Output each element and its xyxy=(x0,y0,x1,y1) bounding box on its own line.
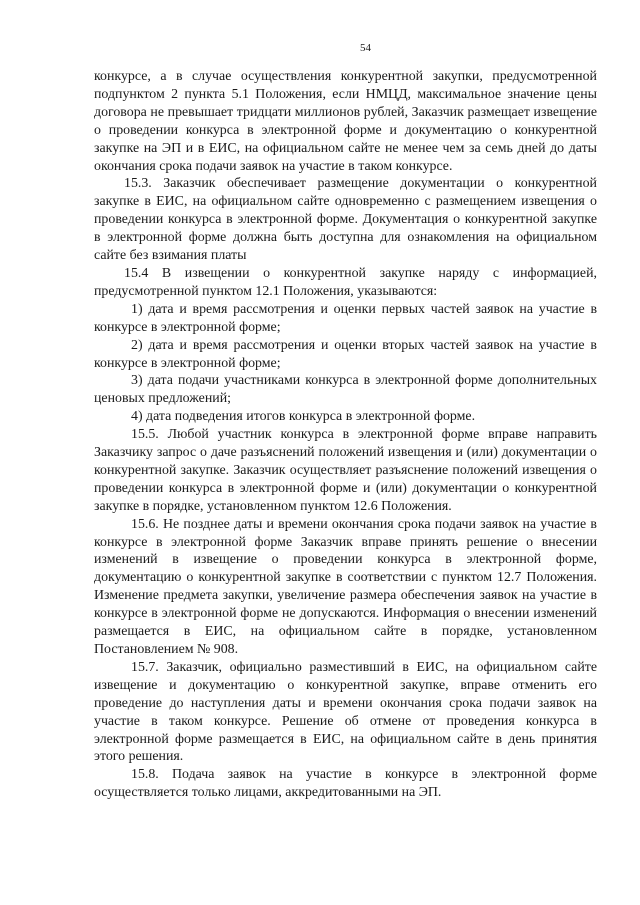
paragraph-15-8: 15.8. Подача заявок на участие в конкурсе в электронной форме осуществляется только лицами, аккредитованными на ЭП. xyxy=(94,767,597,801)
paragraph-15-6: 15.6. Не позднее даты и времени окончания срока подачи заявок на участие в конкурсе в электронной форме Заказчик вправе принять решение о внесении изменений в извещение о проведении конкурса в электронной форме, документацию о конкурентной закупке в соответствии с пунктом 12.7 Положения. Изменение предмета закупки, увеличение размера обеспечения заявок на участие в конкурсе в электронной форме не допускаются. Информация о внесении изменений размещается в ЕИС, на официальном сайте в порядке, установленном Постановлением № 908. xyxy=(94,516,597,657)
list-item-15-4-3: 3) дата подачи участниками конкурса в электронной форме дополнительных ценовых предложений; xyxy=(94,373,597,407)
paragraph-15-5: 15.5. Любой участник конкурса в электронной форме вправе направить Заказчику запрос о даче разъяснений положений извещения и (или) документации о конкурентной закупке. Заказчик осуществляет разъяснение положений извещения о проведении конкурса в электронной форме и (или) документации о конкурентной закупке в порядке, установленном пунктом 12.6 Положения. xyxy=(94,427,597,514)
paragraph-continuation: конкурсе, а в случае осуществления конкурентной закупки, предусмотренной подпунктом 2 пункта 5.1 Положения, если НМЦД, максимальное значение цены договора не превышает тридцати миллионов рублей, Заказчик размещает извещение о проведении конкурса в электронной форме и документацию о конкурентной закупке на ЭП и в ЕИС, на официальном сайте не менее чем за семь дней до даты окончания срока подачи заявок на участие в таком конкурсе. xyxy=(94,69,597,174)
page-number: 54 xyxy=(360,42,371,54)
document-body xyxy=(94,68,597,802)
list-item-15-4-1: 1) дата и время рассмотрения и оценки первых частей заявок на участие в конкурсе в электронной форме; xyxy=(94,301,597,335)
paragraph-15-3: 15.3. Заказчик обеспечивает размещение документации о конкурентной закупке в ЕИС, на официальном сайте одновременно с размещением извещения о проведении конкурса в электронной форме. Документация о конкурентной закупке в электронной форме должна быть доступна для ознакомления на официальном сайте без взимания платы xyxy=(94,176,597,264)
list-item-15-4-4: 4) дата подведения итогов конкурса в электронной форме. xyxy=(131,409,476,425)
paragraph-15-4: 15.4 В извещении о конкурентной закупке наряду с информацией, предусмотренной пунктом 12.1 Положения, указываются: xyxy=(94,265,597,299)
paragraph-15-7: 15.7. Заказчик, официально разместивший в ЕИС, на официальном сайте извещение и документацию о конкурентной закупке, вправе отменить его проведение до наступления даты и времени окончания срока подачи заявок на участие в таком конкурсе. Решение об отмене от проведения конкурса в электронной форме размещается в ЕИС, на официальном сайте в день принятия этого решения. xyxy=(94,659,597,765)
list-item-15-4-2: 2) дата и время рассмотрения и оценки вторых частей заявок на участие в конкурсе в электронной форме; xyxy=(94,337,597,371)
